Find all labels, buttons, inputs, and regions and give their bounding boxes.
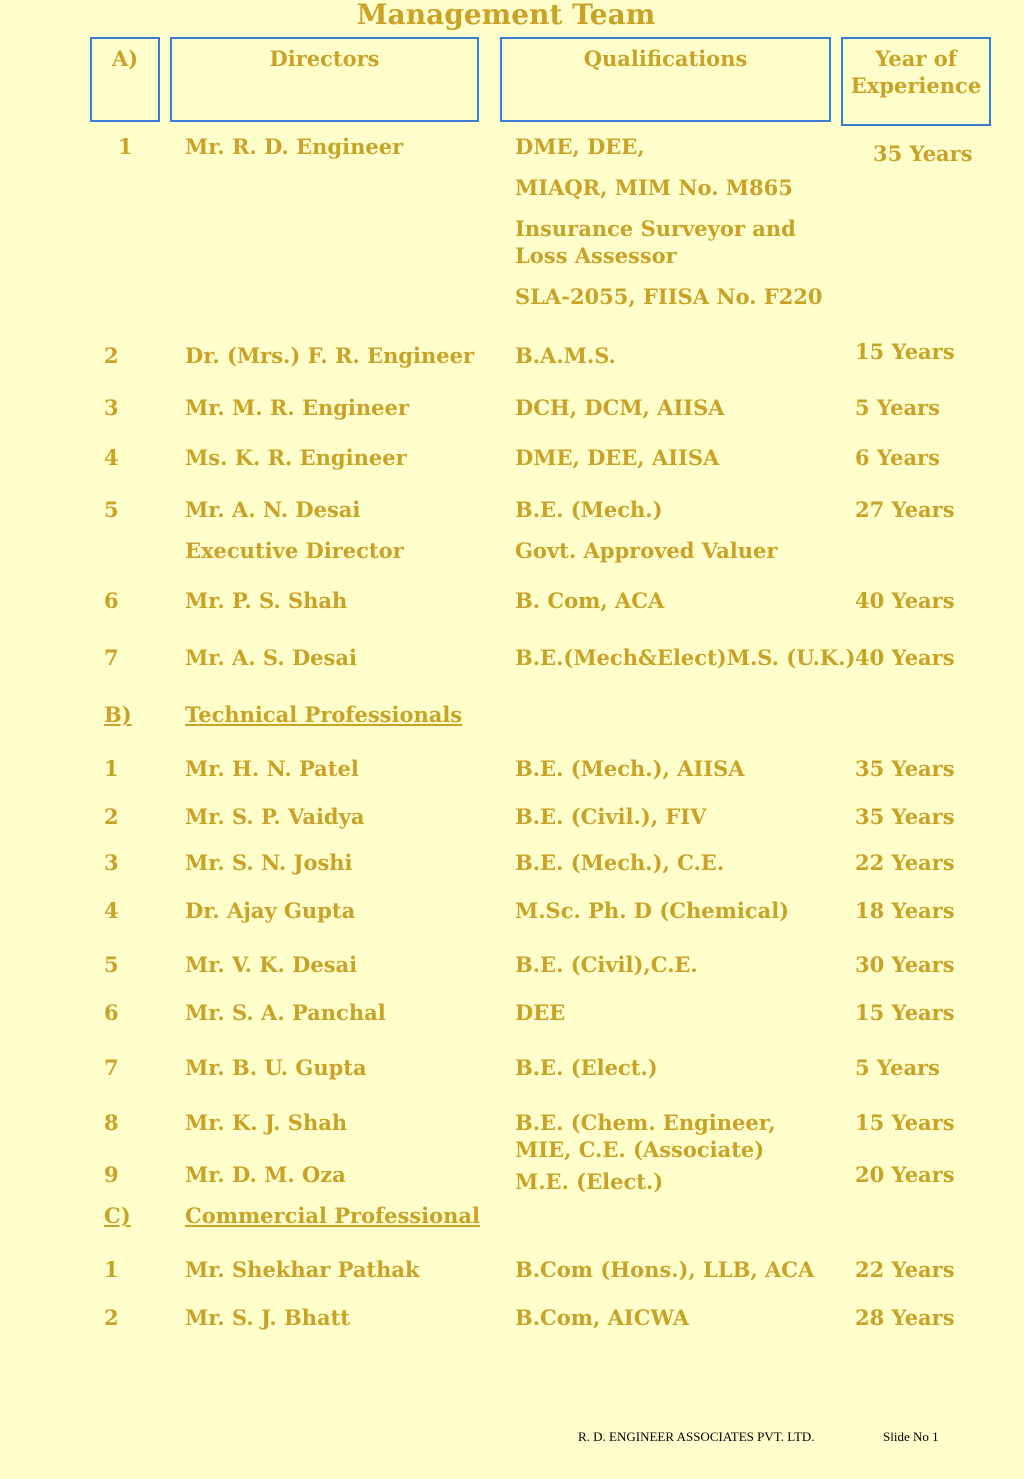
director-name: Ms. K. R. Engineer — [185, 445, 407, 470]
qualification: B.E. (Mech.), AIISA — [515, 756, 745, 781]
experience: 35 Years — [873, 141, 973, 166]
qualification: B.E. (Chem. Engineer, MIE, C.E. (Associate) — [515, 1110, 776, 1162]
footer-company: R. D. ENGINEER ASSOCIATES PVT. LTD. — [578, 1429, 815, 1444]
experience: 15 Years — [855, 1000, 955, 1025]
experience: 40 Years — [855, 645, 955, 670]
row-number: 3 — [104, 395, 119, 420]
experience: 6 Years — [855, 445, 940, 470]
row-number: 1 — [118, 134, 133, 159]
experience: 18 Years — [855, 898, 955, 923]
row-number: 1 — [104, 756, 119, 781]
director-name: Mr. M. R. Engineer — [185, 395, 409, 420]
professional-name: Mr. S. J. Bhatt — [185, 1305, 350, 1330]
header-directors: Directors — [170, 37, 479, 122]
row-number: 3 — [104, 850, 119, 875]
row-number: 8 — [104, 1110, 119, 1135]
row-number: 5 — [104, 497, 119, 522]
qualification: M.Sc. Ph. D (Chemical) — [515, 898, 790, 923]
section-label: B) — [104, 702, 132, 727]
experience: 5 Years — [855, 395, 940, 420]
header-section-label: A) — [90, 37, 160, 122]
row-number: 2 — [104, 343, 119, 368]
director-name: Dr. (Mrs.) F. R. Engineer — [185, 343, 475, 368]
row-number: 1 — [104, 1257, 119, 1282]
header-qualifications: Qualifications — [500, 37, 831, 122]
row-number: 6 — [104, 588, 119, 613]
professional-name: Mr. K. J. Shah — [185, 1110, 348, 1135]
header-experience: Year of Experience — [841, 37, 991, 126]
professional-name: Mr. V. K. Desai — [185, 952, 358, 977]
qualification: B.E. (Civil),C.E. — [515, 952, 698, 977]
experience: 28 Years — [855, 1305, 955, 1330]
qualification: Govt. Approved Valuer — [515, 538, 778, 563]
qualification: B.E. (Mech.) — [515, 497, 663, 522]
qualification: B. Com, ACA — [515, 588, 665, 613]
professional-name: Mr. S. P. Vaidya — [185, 804, 365, 829]
qualification: B.A.M.S. — [515, 343, 616, 368]
qualification: B.E. (Civil.), FIV — [515, 804, 707, 829]
row-number: 4 — [104, 898, 119, 923]
row-number: 4 — [104, 445, 119, 470]
professional-name: Mr. Shekhar Pathak — [185, 1257, 420, 1282]
row-number: 5 — [104, 952, 119, 977]
director-role: Executive Director — [185, 538, 404, 563]
experience: 15 Years — [855, 339, 955, 364]
experience: 40 Years — [855, 588, 955, 613]
experience: 35 Years — [855, 804, 955, 829]
qualification: Insurance Surveyor and Loss Assessor — [515, 216, 796, 268]
experience: 35 Years — [855, 756, 955, 781]
section-title: Commercial Professional — [185, 1203, 480, 1228]
footer-slide-number: Slide No 1 — [883, 1429, 939, 1444]
professional-name: Dr. Ajay Gupta — [185, 898, 356, 923]
experience: 22 Years — [855, 1257, 955, 1282]
qualification: B.E.(Mech&Elect)M.S. (U.K.) — [515, 645, 856, 670]
experience: 15 Years — [855, 1110, 955, 1135]
section-label: C) — [104, 1203, 131, 1228]
page-title: Management Team — [356, 0, 656, 31]
professional-name: Mr. S. A. Panchal — [185, 1000, 386, 1025]
qualification: DEE — [515, 1000, 566, 1025]
qualification: DME, DEE, AIISA — [515, 445, 720, 470]
experience: 22 Years — [855, 850, 955, 875]
row-number: 2 — [104, 804, 119, 829]
experience: 5 Years — [855, 1055, 940, 1080]
professional-name: Mr. H. N. Patel — [185, 756, 359, 781]
qualification: B.Com, AICWA — [515, 1305, 689, 1330]
qualification: DME, DEE, — [515, 134, 645, 159]
row-number: 7 — [104, 1055, 119, 1080]
qualification: B.Com (Hons.), LLB, ACA — [515, 1257, 815, 1282]
section-title: Technical Professionals — [185, 702, 463, 727]
experience: 20 Years — [855, 1162, 955, 1187]
director-name: Mr. A. N. Desai — [185, 497, 361, 522]
qualification: M.E. (Elect.) — [515, 1169, 664, 1194]
professional-name: Mr. B. U. Gupta — [185, 1055, 367, 1080]
experience: 27 Years — [855, 497, 955, 522]
professional-name: Mr. S. N. Joshi — [185, 850, 353, 875]
row-number: 2 — [104, 1305, 119, 1330]
experience: 30 Years — [855, 952, 955, 977]
director-name: Mr. A. S. Desai — [185, 645, 357, 670]
row-number: 9 — [104, 1162, 119, 1187]
qualification: SLA-2055, FIISA No. F220 — [515, 284, 823, 309]
professional-name: Mr. D. M. Oza — [185, 1162, 346, 1187]
director-name: Mr. P. S. Shah — [185, 588, 348, 613]
row-number: 6 — [104, 1000, 119, 1025]
qualification: MIAQR, MIM No. M865 — [515, 175, 793, 200]
director-name: Mr. R. D. Engineer — [185, 134, 404, 159]
qualification: B.E. (Elect.) — [515, 1055, 658, 1080]
row-number: 7 — [104, 645, 119, 670]
qualification: DCH, DCM, AIISA — [515, 395, 725, 420]
qualification: B.E. (Mech.), C.E. — [515, 850, 725, 875]
